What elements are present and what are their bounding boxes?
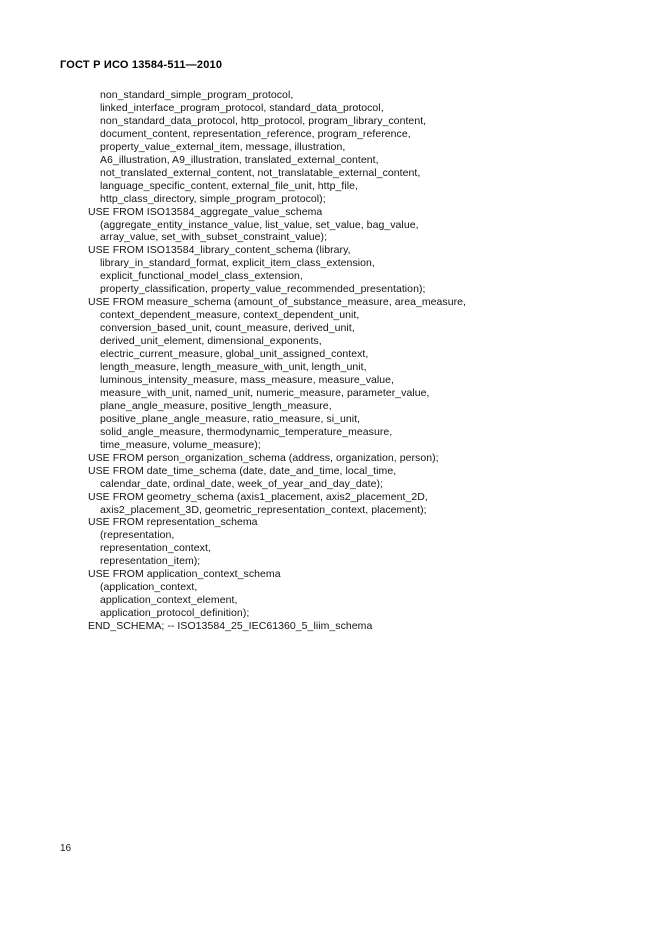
code-line: application_context_element, xyxy=(100,594,238,607)
code-line: non_standard_data_protocol, http_protocol, program_library_content, xyxy=(100,114,427,127)
code-line: context_dependent_measure, context_dependent_unit, xyxy=(100,309,360,322)
code-line: explicit_functional_model_class_extension, xyxy=(100,270,303,283)
code-line: A6_illustration, A9_illustration, translated_external_content, xyxy=(100,153,379,166)
code-line: representation_context, xyxy=(100,542,211,555)
code-line: END_SCHEMA; -- ISO13584_25_IEC61360_5_liim_schema xyxy=(88,620,373,633)
code-line: plane_angle_measure, positive_length_measure, xyxy=(100,399,332,412)
code-line: conversion_based_unit, count_measure, derived_unit, xyxy=(100,322,355,335)
code-line: USE FROM person_organization_schema (address, organization, person); xyxy=(88,451,439,464)
code-line: luminous_intensity_measure, mass_measure, measure_value, xyxy=(100,373,395,386)
code-line: not_translated_external_content, not_translatable_external_content, xyxy=(100,166,421,179)
page-number: 16 xyxy=(60,843,72,854)
code-line: length_measure, length_measure_with_unit, length_unit, xyxy=(100,361,367,374)
code-line: document_content, representation_reference, program_reference, xyxy=(100,127,411,140)
code-line: property_value_external_item, message, illustration, xyxy=(100,140,346,153)
code-line: USE FROM date_time_schema (date, date_and_time, local_time, xyxy=(88,464,397,477)
code-line: array_value, set_with_subset_constraint_value); xyxy=(100,231,328,244)
code-line: measure_with_unit, named_unit, numeric_measure, parameter_value, xyxy=(100,386,430,399)
code-line: (aggregate_entity_instance_value, list_value, set_value, bag_value, xyxy=(100,218,419,231)
code-line: (representation, xyxy=(100,529,175,542)
express-schema-listing xyxy=(88,89,608,633)
page-header: ГОСТ Р ИСО 13584-511—2010 xyxy=(60,59,223,71)
code-line: USE FROM measure_schema (amount_of_substance_measure, area_measure, xyxy=(88,296,467,309)
code-line: USE FROM ISO13584_aggregate_value_schema xyxy=(88,205,323,218)
code-line: representation_item); xyxy=(100,555,201,568)
code-line: USE FROM application_context_schema xyxy=(88,568,281,581)
code-line: electric_current_measure, global_unit_assigned_context, xyxy=(100,348,369,361)
code-line: USE FROM ISO13584_library_content_schema (library, xyxy=(88,244,351,257)
code-line: property_classification, property_value_recommended_presentation); xyxy=(100,283,426,296)
code-line: application_protocol_definition); xyxy=(100,607,250,620)
code-line: positive_plane_angle_measure, ratio_measure, si_unit, xyxy=(100,412,361,425)
code-line: solid_angle_measure, thermodynamic_temperature_measure, xyxy=(100,425,393,438)
code-line: http_class_directory, simple_program_protocol); xyxy=(100,192,326,205)
code-line: linked_interface_program_protocol, standard_data_protocol, xyxy=(100,101,384,114)
code-line: language_specific_content, external_file_unit, http_file, xyxy=(100,179,358,192)
code-line: USE FROM representation_schema xyxy=(88,516,258,529)
code-line: library_in_standard_format, explicit_item_class_extension, xyxy=(100,257,375,270)
code-line: time_measure, volume_measure); xyxy=(100,438,261,451)
code-line: non_standard_simple_program_protocol, xyxy=(100,89,294,101)
code-line: axis2_placement_3D, geometric_representation_context, placement); xyxy=(100,503,427,516)
code-line: derived_unit_element, dimensional_exponents, xyxy=(100,335,322,348)
code-line: (application_context, xyxy=(100,581,198,594)
code-line: calendar_date, ordinal_date, week_of_year_and_day_date); xyxy=(100,477,384,490)
code-line: USE FROM geometry_schema (axis1_placement, axis2_placement_2D, xyxy=(88,490,428,503)
